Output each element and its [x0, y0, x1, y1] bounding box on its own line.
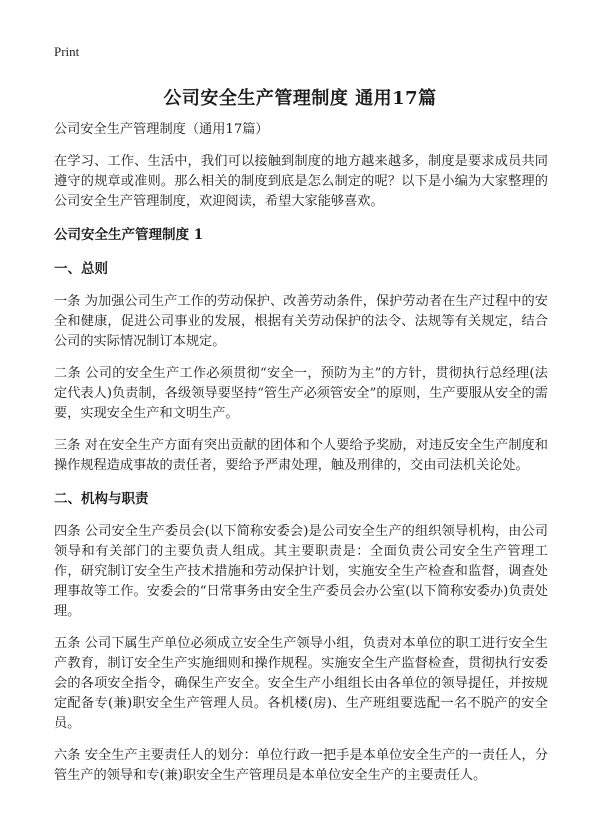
article-paragraph: 四条 公司安全生产委员会(以下简称安委会)是公司安全生产的组织领导机构，由公司领导和有关部门的主要负责人组成。其主要职责是：全面负责公司安全生产管理工作，研究制订安全生产技术措施和劳动保护计划，实施安全生产检查和监督，调查处理事故等工作。安委会的“日常事务由安全生产委员会办公室(以下简称安委办)负责处理。 [54, 524, 548, 619]
article-paragraph: 一条 为加强公司生产工作的劳动保护、改善劳动条件，保护劳动者在生产过程中的安全和健康，促进公司事业的发展，根据有关劳动保护的法令、法规等有关规定，结合公司的实际情况制订本规定。 [54, 294, 548, 349]
print-link[interactable]: Print [54, 44, 80, 59]
article-paragraph: 三条 对在安全生产方面有突出贡献的团体和个人要给予奖励，对违反安全生产制度和操作规程造成事故的责任者，要给予严肃处理，触及刑律的，交由司法机关论处。 [54, 438, 548, 473]
article-paragraph: 六条 安全生产主要责任人的划分：单位行政一把手是本单位安全生产的一责任人，分管生产的领导和专(兼)职安全生产管理员是本单位安全生产的主要责任人。 [54, 748, 548, 783]
part-heading-organization: 二、机构与职责 [54, 491, 149, 507]
page-title: 公司安全生产管理制度 通用17篇 [163, 88, 437, 109]
article-paragraph: 五条 公司下属生产单位必须成立安全生产领导小组，负责对本单位的职工进行安全生产教育，制订安全生产实施细则和操作规程。实施安全生产监督检查，贯彻执行安委会的各项安全指令，确保生产安全。安全生产小组组长由各单位的领导提任，并按规定配备专(兼)职安全生产管理人员。各机楼(房)、生产班组要选配一名不脱产的安全员。 [54, 636, 548, 731]
intro-paragraph: 在学习、工作、生活中，我们可以接触到制度的地方越来越多，制度是要求成员共同遵守的规章或准则。那么相关的制度到底是怎么制定的呢？以下是小编为大家整理的公司安全生产管理制度，欢迎阅读，希望大家能够喜欢。 [54, 154, 548, 209]
document-subtitle: 公司安全生产管理制度（通用17篇） [54, 122, 269, 137]
section-heading: 公司安全生产管理制度 1 [54, 227, 204, 243]
part-heading-general: 一、总则 [54, 261, 108, 277]
article-paragraph: 二条 公司的安全生产工作必须贯彻“安全一，预防为主”的方针，贯彻执行总经理(法定代表人)负责制，各级领导要坚持“管生产必须管安全”的原则，生产要服从安全的需要，实现安全生产和文明生产。 [54, 366, 548, 421]
document-body [54, 120, 548, 798]
